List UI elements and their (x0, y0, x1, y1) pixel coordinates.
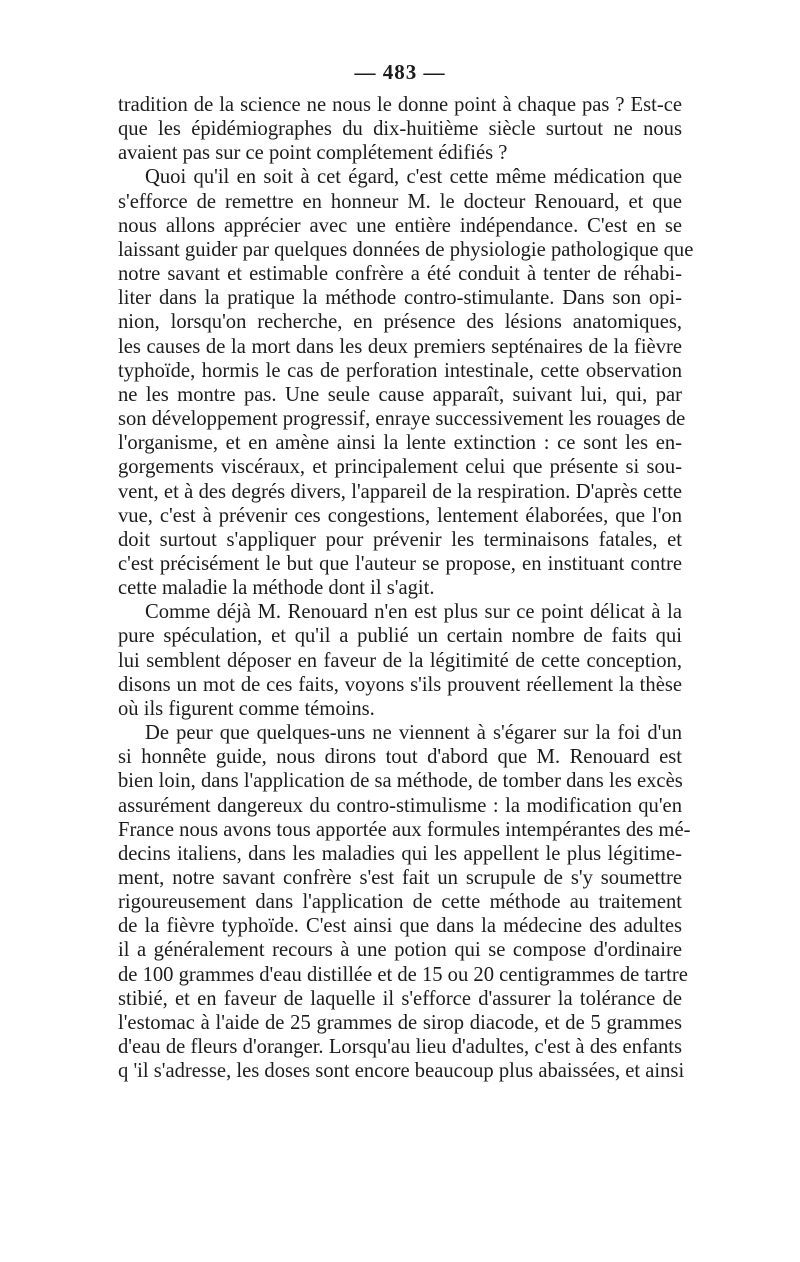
text-line: laissant guider par quelques données de physiologie pathologique que (118, 238, 694, 261)
text-line: il a généralement recours à une potion qui se compose d'ordinaire (118, 939, 682, 962)
text-line: Comme déjà M. Renouard n'en est plus sur ce point délicat à la (145, 601, 682, 624)
text-line: ne les montre pas. Une seule cause apparaît, suivant lui, qui, par (118, 383, 682, 406)
text-line: doit surtout s'appliquer pour prévenir les terminaisons fatales, et (118, 528, 682, 551)
text-line: vue, c'est à prévenir ces congestions, lentement élaborées, que l'on (118, 504, 682, 527)
text-line: où ils figurent comme témoins. (118, 697, 375, 720)
text-line: ment, notre savant confrère s'est fait un scrupule de s'y soumettre (118, 867, 682, 889)
text-line: nous allons apprécier avec une entière indépendance. C'est en se (118, 214, 682, 237)
text-line: rigoureusement dans l'application de cette méthode au traitement (118, 891, 682, 914)
text-line: tradition de la science ne nous le donne point à chaque pas ? Est-ce (118, 94, 682, 116)
text-line: pure spéculation, et qu'il a publié un certain nombre de faits qui (118, 625, 682, 648)
text-line: l'organisme, et en amène ainsi la lente extinction : ce sont les en- (118, 432, 682, 455)
text-line: d'eau de fleurs d'oranger. Lorsqu'au lieu d'adultes, c'est à des enfants (118, 1036, 682, 1059)
text-line: bien loin, dans l'application de sa méthode, de tomber dans les excès (118, 770, 683, 793)
text-line: son développement progressif, enraye successivement les rouages de (118, 408, 686, 431)
text-line: typhoïde, hormis le cas de perforation intestinale, cette observation (118, 359, 682, 382)
text-line: avaient pas sur ce point complétement édifiés ? (118, 142, 508, 165)
text-line: France nous avons tous apportée aux formules intempérantes des mé- (118, 818, 691, 841)
page-body (118, 93, 694, 1083)
text-line: stibié, et en faveur de laquelle il s'efforce d'assurer la tolérance de (118, 987, 682, 1010)
paragraph-2 (118, 165, 694, 600)
text-line: s'efforce de remettre en honneur M. le docteur Renouard, et que (118, 190, 682, 213)
text-line: decins italiens, dans les maladies qui les appellent le plus légitime- (118, 842, 682, 865)
text-line: gorgements viscéraux, et principalement celui que présente si sou- (118, 456, 682, 479)
text-line: lui semblent déposer en faveur de la légitimité de cette conception, (118, 649, 682, 672)
text-line: vent, et à des degrés divers, l'appareil de la respiration. D'après cette (118, 480, 682, 503)
text-line: cette maladie la méthode dont il s'agit. (118, 577, 435, 600)
text-line: disons un mot de ces faits, voyons s'ils prouvent réellement la thèse (118, 673, 682, 696)
text-line: les causes de la mort dans les deux premiers septénaires de la fièvre (118, 335, 682, 358)
text-line: liter dans la pratique la méthode contro-stimulante. Dans son opi- (118, 287, 682, 310)
paragraph-3 (118, 600, 682, 721)
text-line: Quoi qu'il en soit à cet égard, c'est cette même médication que (145, 166, 682, 189)
paragraph-4 (118, 721, 691, 1083)
page-number: — 483 — (354, 60, 446, 84)
text-line: assurément dangereux du contro-stimulisme : la modification qu'en (118, 794, 682, 817)
text-line: notre savant et estimable confrère a été conduit à tenter de réhabi- (118, 263, 682, 286)
text-line: De peur que quelques-uns ne viennent à s'égarer sur la foi d'un (145, 722, 682, 745)
text-line: q 'il s'adresse, les doses sont encore beaucoup plus abaissées, et ainsi (118, 1060, 685, 1083)
text-line: nion, lorsqu'on recherche, en présence des lésions anatomiques, (118, 311, 682, 334)
text-line: si honnête guide, nous dirons tout d'abord que M. Renouard est (118, 746, 682, 769)
text-line: de la fièvre typhoïde. C'est ainsi que dans la médecine des adultes (118, 915, 682, 938)
text-line: l'estomac à l'aide de 25 grammes de sirop diacode, et de 5 grammes (118, 1011, 682, 1034)
text-line: que les épidémiographes du dix-huitième siècle surtout ne nous (118, 118, 682, 141)
paragraph-1 (118, 93, 682, 165)
text-line: c'est précisément le but que l'auteur se propose, en instituant contre (118, 552, 682, 575)
text-line: de 100 grammes d'eau distillée et de 15 ou 20 centigrammes de tartre (118, 963, 688, 986)
